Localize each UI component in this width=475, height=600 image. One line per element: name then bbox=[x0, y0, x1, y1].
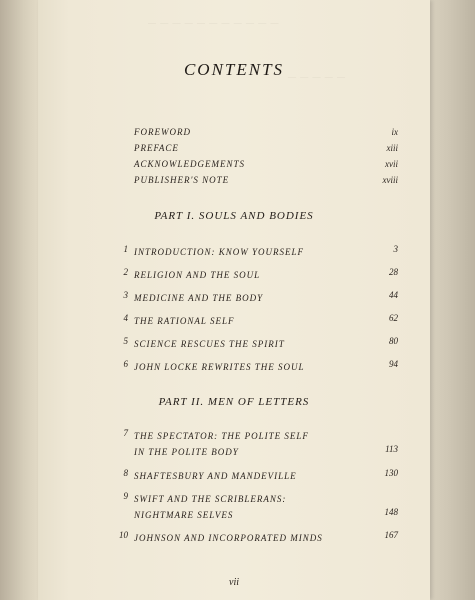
chapter-number: 7 bbox=[123, 428, 128, 438]
book-gutter bbox=[0, 0, 40, 600]
front-matter-label: PUBLISHER'S NOTE bbox=[134, 175, 230, 185]
front-matter-page: xiii bbox=[386, 143, 398, 153]
chapter-title: THE RATIONAL SELF bbox=[134, 316, 235, 326]
chapter-title: MEDICINE AND THE BODY bbox=[134, 293, 264, 303]
chapter-title: JOHNSON AND INCORPORATED MINDS bbox=[134, 533, 323, 543]
chapter-title-line: SWIFT AND THE SCRIBLERANS: bbox=[134, 494, 287, 504]
chapter-page: 148 bbox=[384, 507, 398, 517]
chapter-title-line: THE SPECTATOR: THE POLITE SELF bbox=[134, 431, 309, 441]
chapter-number: 10 bbox=[119, 530, 128, 540]
chapter-number: 3 bbox=[123, 290, 128, 300]
front-matter-page: xviii bbox=[382, 175, 398, 185]
chapter-page: 3 bbox=[393, 244, 398, 254]
front-matter-label: FOREWORD bbox=[134, 127, 191, 137]
front-matter-item bbox=[134, 175, 398, 185]
chapter-title: JOHN LOCKE REWRITES THE SOUL bbox=[134, 362, 305, 372]
chapter-page: 44 bbox=[389, 290, 398, 300]
front-matter-page: ix bbox=[391, 127, 398, 137]
page-title: CONTENTS bbox=[183, 60, 285, 79]
part-heading: PART I. SOULS AND BODIES bbox=[154, 210, 314, 222]
chapter-number: 4 bbox=[123, 313, 128, 323]
chapter-page: 94 bbox=[389, 359, 398, 369]
chapter-number: 1 bbox=[123, 244, 128, 254]
front-matter-item bbox=[134, 143, 398, 153]
chapter-title: RELIGION AND THE SOUL bbox=[134, 270, 261, 280]
chapter-title-line: NIGHTMARE SELVES bbox=[134, 510, 234, 520]
chapter-title: INTRODUCTION: KNOW YOURSELF bbox=[134, 247, 305, 257]
page-edges bbox=[430, 0, 475, 600]
front-matter-label: PREFACE bbox=[134, 143, 179, 153]
chapter-page: 62 bbox=[389, 313, 398, 323]
bleed-through-text: — — — — — — — — — — — bbox=[148, 18, 280, 28]
chapter-title: SHAFTESBURY AND MANDEVILLE bbox=[134, 471, 297, 481]
chapter-number: 5 bbox=[123, 336, 128, 346]
chapter-number: 8 bbox=[123, 468, 128, 478]
chapter-number: 2 bbox=[123, 267, 128, 277]
front-matter-item bbox=[134, 127, 398, 137]
chapter-page: 167 bbox=[384, 530, 398, 540]
front-matter-page: xvii bbox=[385, 159, 398, 169]
front-matter-label: ACKNOWLEDGEMENTS bbox=[134, 159, 246, 169]
chapter-page: 28 bbox=[389, 267, 398, 277]
chapter-title-line: IN THE POLITE BODY bbox=[134, 447, 239, 457]
book-page bbox=[38, 0, 430, 600]
chapter-title bbox=[134, 428, 368, 460]
page-number: vii bbox=[229, 577, 239, 588]
front-matter-item bbox=[134, 159, 398, 169]
chapter-title: SCIENCE RESCUES THE SPIRIT bbox=[134, 339, 285, 349]
chapter-title bbox=[134, 491, 368, 523]
part-heading: PART II. MEN OF LETTERS bbox=[158, 396, 310, 408]
chapter-page: 80 bbox=[389, 336, 398, 346]
chapter-number: 9 bbox=[123, 491, 128, 501]
bleed-through-text: — — — — — bbox=[288, 72, 347, 82]
chapter-page: 113 bbox=[385, 444, 398, 454]
chapter-page: 130 bbox=[384, 468, 398, 478]
chapter-number: 6 bbox=[123, 359, 128, 369]
